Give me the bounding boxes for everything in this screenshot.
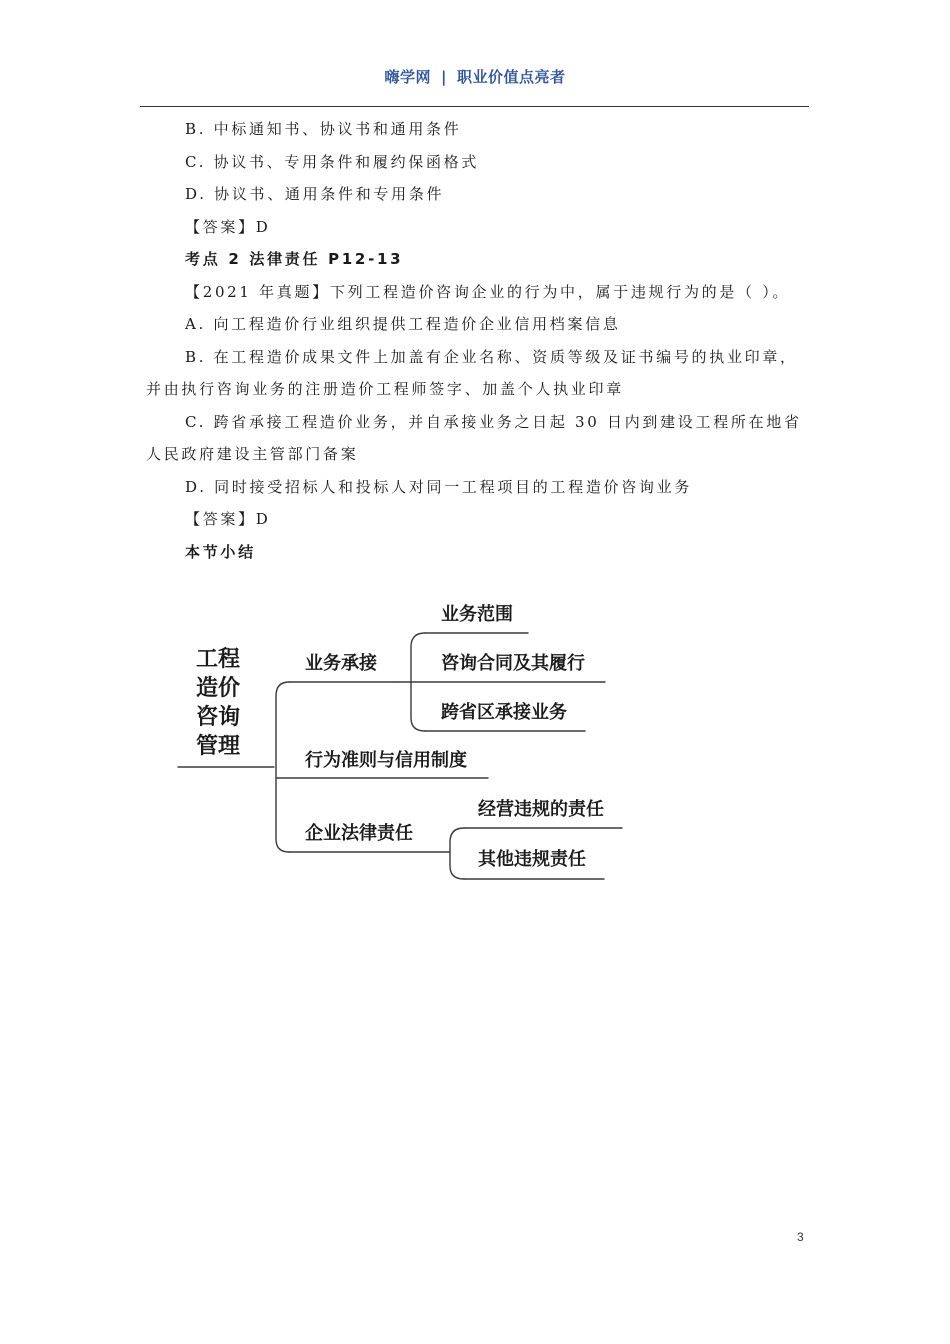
document-body: [146, 113, 806, 568]
root-line-1: 工程: [196, 647, 241, 672]
branch3-fork: [450, 828, 464, 879]
leaf-cross-province: 跨省区承接业务: [441, 702, 567, 723]
root-line-3: 咨询: [196, 705, 241, 730]
answer-2: 【答案】D: [185, 510, 271, 528]
option-d-1: D. 协议书、通用条件和专用条件: [185, 185, 445, 203]
root-trunk: [276, 682, 289, 852]
option-c-1: C. 协议书、专用条件和履约保函格式: [185, 152, 480, 171]
page-header: [0, 66, 950, 87]
branch-liability: 企业法律责任: [305, 823, 413, 844]
question: 【2021 年真题】下列工程造价咨询企业的行为中，属于违规行为的是（ ）。: [185, 282, 791, 301]
leaf-scope: 业务范围: [441, 604, 513, 625]
option-b-1: B. 中标通知书、协议书和通用条件: [185, 120, 462, 138]
branch1-fork: [411, 633, 425, 731]
section-title: 考点 2 法律责任 P12-13: [185, 250, 404, 268]
summary-title: 本节小结: [185, 542, 256, 561]
header-divider: [140, 106, 809, 107]
header-slogan: 职业价值点亮者: [456, 68, 566, 86]
option-d-2: D. 同时接受招标人和投标人对同一工程项目的工程造价咨询业务: [185, 477, 693, 496]
option-b-2: B. 在工程造价成果文件上加盖有企业名称、资质等级及证书编号的执业印章，并由执行咨询业务的注册造价工程师签字、加盖个人执业印章: [146, 347, 798, 398]
answer-1: 【答案】D: [185, 217, 271, 236]
page-number: 3: [797, 1230, 804, 1244]
header-separator: |: [441, 68, 447, 86]
option-a-2: A. 向工程造价行业组织提供工程造价企业信用档案信息: [185, 315, 621, 333]
leaf-business-violation: 经营违规的责任: [478, 799, 604, 820]
header-brand: 嗨学网: [384, 68, 431, 86]
option-c-2: C. 跨省承接工程造价业务，并自承接业务之日起 30 日内到建设工程所在地省人民政府建设主管部门备案: [146, 412, 802, 463]
root-line-4: 管理: [196, 734, 241, 759]
root-line-2: 造价: [196, 676, 241, 701]
leaf-contract: 咨询合同及其履行: [441, 653, 585, 674]
leaf-other-violation: 其他违规责任: [478, 849, 586, 870]
branch-conduct: 行为准则与信用制度: [305, 750, 467, 771]
branch-business: 业务承接: [305, 653, 377, 674]
